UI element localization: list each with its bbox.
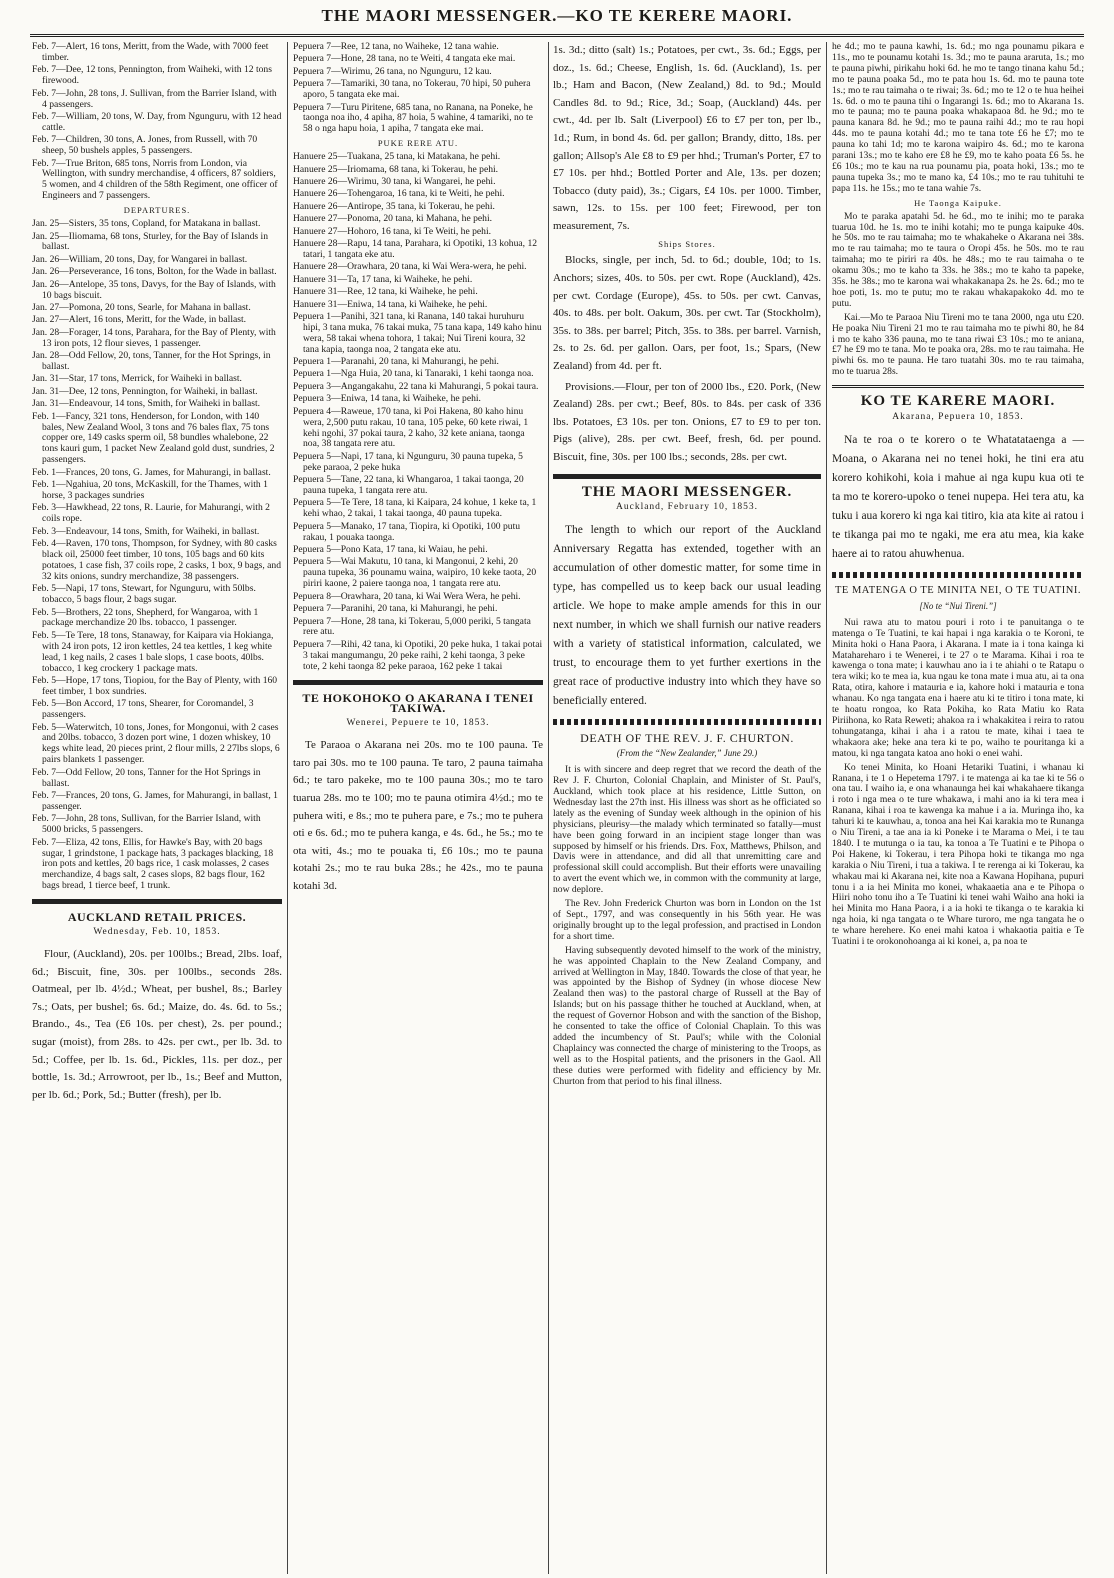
editorial-english: The length to which our report of the Auckland Anniversary Regatta has extended, together with an accumulation of other domestic matter, for some time in type, has compelled us to keep back our usual leading article. We hope to make ample amends for this in our next number, in which we shall furnish our native readers with a variety of statistical information, calculated, we trust, to encourage them to yet further exertions in the great race of productive industry into which they have so beneficially entered. bbox=[553, 524, 821, 708]
shipping-entry: Feb. 7—Odd Fellow, 20 tons, Tanner for the Hot Springs in ballast. bbox=[32, 766, 261, 789]
dateline-maori: Akarana, Pepuera 10, 1853. bbox=[892, 412, 1024, 423]
departures-list-maori bbox=[293, 152, 543, 672]
shipping-entry: Pepuera 8—Orawhara, 20 tana, ki Wai Wera Wera, he pehi. bbox=[293, 590, 521, 602]
shipping-entry: Feb. 5—Napi, 17 tons, Stewart, for Ngunguru, with 50lbs. tobacco, 5 bags flour, 2 bags sugar. bbox=[32, 583, 256, 606]
ship-goods-text-maori: Mo te paraka apatahi 5d. he 6d., mo te inihi; mo te paraka tuarua 10d. he 1s. mo te inihi kotahi; mo te punga kaipuke 40s. he 50s. mo te rau taimaha; mo te whakaheke o Akarana nei 38s. mo te rau taimaha; mo te taura o Oropi 45s. he 50s. mo te rau taimaha; mo te piriri ra 40s. he 48s.; mo te rau taimaha o te okamu 30s.; mo te kaho ta 33s. he 38s.; mo te kaho ta papeke, 35s. he 38s.; mo te karona wai whakakanapa 2s. he 2s. 6d.; mo te hoe poti, 1s. mo te putu; mo te rakau whakapakoko 4d. mo te putu. bbox=[832, 210, 1084, 309]
shipping-entry: Feb. 7—William, 20 tons, W. Day, from Ngunguru, with 12 head cattle. bbox=[32, 110, 282, 133]
shipping-entry: Feb. 3—Hawkhead, 22 tons, R. Laurie, for Mahurangi, with 2 coils rope. bbox=[32, 502, 270, 525]
column-1 bbox=[32, 42, 282, 1574]
departures-heading: DEPARTURES. bbox=[123, 205, 191, 216]
shipping-entry: Hanuere 25—Tuakana, 25 tana, ki Matakana, he pehi. bbox=[293, 151, 501, 163]
retail-prices-date: Wednesday, Feb. 10, 1853. bbox=[93, 927, 221, 938]
obituary-paragraph-maori: Ko tenei Minita, ko Hoani Hetariki Tuatini, i whanau ki Ranana, i te 1 o Hepetema 1797. i te matenga ai ka tae ki te 56 o ona tau. I waiho ia, e ona whanaunga hei kai whakahaere tikanga i roto i nga mea o te ture whakawa, i mahi ano ia ki tera mea i Ranana, kihai i roa te kawenga ka mahue i a ia. Muringa iho, ka tahuri ki te kauwhau, a, tonoa ana hei Kai karakia mo te Runanga o Niu Tireni, a tae ana ia ki Poneke i te Marama o Mei, i te tau 1840. I te mutunga o ia tau, ka tonoa a Te Tuatini e te Pihopa o Poi Hakene, ki Tokerau, i tera Pihopa hoki te tikanga mo nga karakia o Niu Tireni, i tua a takiwa. I te rerenga ai ki Tokerau, ka whakau mai ki Akarana nei, kite noa a Kawana Hopihana, pupuri tonu i a ia hei Minita mo konei, whakaaetia ana e te Pihopa o Hiiri noho tonu iho a Te Tuatini ki tenei wahi Waiho ana hoki ia hei Minita mo Hana Paora, i a ia hoki te tikanga o te karakia ki nga hoia, ki nga tangata o te Whare turoro, me nga tangata he o te whare herehere. Ko enei mahi katoa i whakaotia paitia e Te Tuatini i te orokonohoanga ai ki konei, a, pa noa te bbox=[832, 761, 1084, 948]
shipping-entry: Hanuere 26—Antirope, 35 tana, ki Tokerau, he pehi. bbox=[293, 200, 495, 212]
shipping-entry: Pepuera 7—Hone, 28 tana, ki Tokerau, 5,000 periki, 5 tangata rere atu. bbox=[293, 615, 531, 638]
shipping-entry: Feb. 1—Ngahiua, 20 tons, McKaskill, for the Thames, with 1 horse, 3 packages sundries bbox=[32, 479, 268, 501]
shipping-entry: Feb. 1—Fancy, 321 tons, Henderson, for London, with 140 bales, New Zealand Wool, 3 tons and 76 bales flax, 75 tons copper ore, 149 casks sperm oil, 58 bundles whalebone, 22 tons kauri gum, 1 packet New Zealand gold dust, sundries, 2 passengers. bbox=[32, 410, 275, 466]
column-divider bbox=[548, 42, 549, 1574]
running-title: THE MAORI MESSENGER.—KO TE KERERE MAORI. bbox=[321, 6, 793, 25]
shipping-entry: Jan. 28—Odd Fellow, 20, tons, Tanner, for the Hot Springs, in ballast. bbox=[32, 350, 271, 372]
section-rule bbox=[832, 385, 1084, 388]
shipping-entry: Hanuere 25—Iriomama, 68 tana, ki Tokerau, he pehi. bbox=[293, 163, 499, 175]
obituary-title: DEATH OF THE REV. J. F. CHURTON. bbox=[580, 731, 794, 746]
market-prices-text: 1s. 3d.; ditto (salt) 1s.; Potatoes, per cwt., 3s. 6d.; Eggs, per doz., 1s. 6d.; Cheese, English, 1s. 6d. (Auckland), 1s. per lb.; Ham and Bacon, (New Zealand,) 8d. to 9d.; Mould Candles 8d. to 9d.; Rice, 3d.; Soap, (Auckland) 44s. per cwt., 4d. per lb. Salt (Liverpool) £6 to £7 per ton, per lb., 1d.; Rum, in bond 4s. 6d. per gallon; Brandy, ditto, 18s. per gallon; Allsop's Ale £8 to £9 per hhd.; Truman's Porter, £7 to £7 10s. per hhd.; Bottled Porter and Ale, 13s. per dozen; Tobacco (duty paid), 3s.; Cigars, £4 10s. per 1000. Timber, sawn, 12s. to 15s. per 100 feet; Firewood, per ton measurement, 7s. bbox=[553, 44, 821, 232]
shipping-entry: Hanuere 28—Rapu, 14 tana, Parahara, ki Opotiki, 13 kohua, 12 tatari, 1 tangata eke atu. bbox=[293, 238, 538, 260]
shipping-entry: Jan. 26—William, 20 tons, Day, for Wangarei in ballast. bbox=[32, 253, 248, 265]
column-3 bbox=[553, 42, 821, 1574]
shipping-entry: Feb. 7—True Briton, 685 tons, Norris from London, via Wellington, with sundry merchandise, 4 officers, 87 soldiers, 5 women, and 4 children of the 58th Regiment, one officer of Engineers and 7 passengers. bbox=[32, 157, 278, 202]
obituary-paragraph: The Rev. John Frederick Churton was born in London on the 1st of Sept., 1797, and was consequently in his 56th year. He was originally brought up to the legal profession, and practised in London for a short time. bbox=[553, 898, 821, 942]
obituary-paragraph: Having subsequently devoted himself to the work of the ministry, he was appointed Chaplain to the New Zealand Company, and arrived at Wellington in May, 1840. Towards the close of that year, he was appointed by the Bishop of Sydney (in whose diocese New Zealand then was) to the pastoral charge of Russell at the Bay of Islands; but on his passage thither he touched at Auckland, when, at the request of Governor Hobson and with the sanction of the Bishop, he consented to take the office of Colonial Chaplain. To this was added the incumbency of St. Paul's; while with the Colonial Chaplaincy was connected the charge of ministering to the Troops, as well as to the Hospital patients, and the prisoners in the Gaol. All these duties were performed with fidelity and efficiency by Mr. Churton from that period to his final illness. bbox=[553, 944, 821, 1087]
shipping-entry: Feb. 5—Bon Accord, 17 tons, Shearer, for Coromandel, 3 passengers. bbox=[32, 698, 254, 721]
market-prices-text-maori: he 4d.; mo te pauna kawhi, 1s. 6d.; mo nga pounamu pikara e 11s., mo te pounamu kotahi 1s. 3d.; mo te pauna araruta, 1s.; mo te pauna piwhi, pirikahu hoki 6d. he mo te tango tinana kahu 5d.; mo te pauna poaka 5d., mo te pata hou 1s. 6d. mo te pauna tote 1s.; mo te rau taimaha o te riwai; 3s. 6d.; mo te 12 o te hua heihei 1s. 6d. o mo te pauna tihi o Ingarangi 1s. 6d.; mo to Akarana 1s. mo te pauna; mo te pauna poaka whakapaoa 8d. he 9d.; mo te pauna kanara 8d. he 9d.; mo te pauna raihi 4d.; mo te rau hopi 44s. mo te pauna kotahi 4d.; mo te tana tote £6 he £7; mo te pauna ko tahi 1d; mo te karona waipiro 4s. 6d.; mo te karona parani 13s.; mo te kaho ere £8 he £9, mo te kaho poata £6 5s. he £6 10s.; mo te kau na rua pounamu pia, poata hoki, 13s.; mo te pauna tupeka 3s.; mo te mano ka, £4 10s.; mo te rau tuhituhi te papa 11s. he 15s.; mo te tana wahie 7s. bbox=[832, 42, 1084, 194]
shipping-entry: Pepuera 3—Angangakahu, 22 tana ki Mahurangi, 5 pokai taura. bbox=[293, 380, 539, 392]
shipping-entry: Feb. 7—Frances, 20 tons, G. James, for Mahurangi, in ballast, 1 passenger. bbox=[32, 790, 278, 812]
shipping-entry: Pepuera 5—Napi, 17 tana, ki Ngunguru, 30 pauna tupeka, 5 peke paraoa, 2 peke huka bbox=[293, 450, 523, 473]
shipping-entry: Jan. 28—Forager, 14 tons, Parahara, for the Bay of Plenty, with 13 iron pots, 12 flour sieves, 1 passenger. bbox=[32, 326, 276, 349]
arrivals-list bbox=[32, 42, 282, 202]
shipping-entry: Pepuera 7—Turu Piritene, 685 tana, no Ranana, na Poneke, he taonga noa iho, 4 apiha, 87 hoia, 5 wahine, 4 tamariki, no te 58 o nga hapu hoia, 1 apiha, 7 tangata eke mai. bbox=[293, 101, 533, 135]
section-rule bbox=[32, 899, 282, 904]
obituary-paragraph: It is with sincere and deep regret that we record the death of the Rev J. F. Churton, Colonial Chaplain, and Minister of St. Paul's, Auckland, which took place at his residence, Little Sutton, on Wednesday last the 27th inst. His illness was short as he officiated so lately as the evening of Sunday week although in the opinion of his physicians, pleurisy—the malady which terminated so fatally—must have been going forward in an incipient stage longer than was supposed by himself or his friends. Drs. Fox, Matthews, Philson, and Davis were in attendance, and did all that unremitting care and professional skill could accomplish. But their efforts were unavailing to avert the event which we, in common with the community at large, now deplore. bbox=[553, 764, 821, 896]
provisions-text-maori: Kai.—Mo te Paraoa Niu Tireni mo te tana 2000, nga utu £20. He poaka Niu Tireni 21 mo te rau taimaha mo te piwhi 80, he 84 i mo te kaho 336 pauna, mo te tana riwai £3 10s.; mo te aniana, £7 he £9 mo te tana. Mo te poaka ora, 28s. mo te rau taimaha. He piwhi 6s. mo te pauna. He taro tuatahi 30s. mo te rau taimaha, mo te tuarua 28s. bbox=[832, 311, 1084, 378]
dateline-english: Auckland, February 10, 1853. bbox=[616, 502, 758, 513]
shipping-entry: Pepuera 3—Eniwa, 14 tana, ki Waiheke, he pehi. bbox=[293, 393, 481, 405]
header-rule bbox=[30, 34, 1084, 37]
shipping-entry: Pepuera 7—Wirimu, 26 tana, no Ngunguru, 12 kau. bbox=[293, 65, 492, 77]
prices-text-maori: Te Paraoa o Akarana nei 20s. mo te 100 pauna. Te taro pai 30s. mo te 100 pauna. Te taro, 2 pauna taimaha 6d.; te taro pakeke, mo te 100 pauna 30s.; mo te taro tuarua 28s. mo te 100; mo te pauna otimira 4½d.; mo te puhera witi, e 8s.; mo te puhera pare, e 7s.; mo te puhera oti e 6s. 6d.; mo te puhera kanga, e 4s. 6d., he 5s.; mo te ota witi, 4s.; mo te pouaka ti, £6 10s.; mo te pauna kotahi 2s.; mo te rau buka 28s.; he 42s., mo te pauna kotahi 3d. bbox=[293, 739, 543, 892]
shipping-entry: Pepuera 1—Paranahi, 20 tana, ki Mahurangi, he pehi. bbox=[293, 356, 499, 368]
shipping-entry: Feb. 5—Hope, 17 tons, Tiopiou, for the Bay of Plenty, with 160 feet timber, 1 box sundries. bbox=[32, 674, 278, 697]
shipping-entry: Jan. 27—Pomona, 20 tons, Searle, for Mahana in ballast. bbox=[32, 301, 251, 313]
shipping-entry: Pepuera 1—Nga Huia, 20 tana, ki Tanaraki, 1 kehi taonga noa. bbox=[293, 368, 534, 380]
column-divider bbox=[826, 42, 827, 1574]
shipping-entry: Pepuera 5—Wai Makutu, 10 tana, ki Mangonui, 2 kehi, 20 pauna tupeka, 36 pounamu waina, waipiro, 10 keke taota, 20 piriri kaone, 2 paiere taonga noa, 1 tangata rere atu. bbox=[293, 556, 537, 590]
shipping-entry: Pepuera 4—Raweue, 170 tana, ki Poi Hakena, 80 kaho hinu wera, 2,500 putu rakau, 10 tana, 105 peke, 60 kete riwai, 1 kehi ngohi, 37 pokai taura, 2 kaho, 32 kete aniana, taonga noa, 38 tangata rere atu. bbox=[293, 405, 529, 450]
shipping-entry: Feb. 7—Children, 30 tons, A. Jones, from Russell, with 70 sheep, 50 bushels apples, 5 passengers. bbox=[32, 134, 258, 157]
shipping-entry: Jan. 26—Antelope, 35 tons, Davys, for the Bay of Islands, with 10 bags biscuit. bbox=[32, 278, 276, 301]
departures-heading-maori: PUKE RERE ATU. bbox=[377, 138, 459, 149]
arrivals-list-maori bbox=[293, 42, 543, 135]
shipping-entry: Pepuera 5—Manako, 17 tana, Tiopira, ki Opotiki, 100 putu rakau, 1 pouaka taonga. bbox=[293, 520, 521, 543]
prices-date-maori: Wenerei, Pepuere te 10, 1853. bbox=[346, 718, 490, 729]
shipping-entry: Hanuere 31—Ta, 17 tana, ki Waiheke, he pehi. bbox=[293, 273, 473, 285]
shipping-entry: Jan. 27—Alert, 16 tons, Meritt, for the Wade, in ballast. bbox=[32, 314, 247, 326]
shipping-entry: Hanuere 27—Hohoro, 16 tana, ki Te Weiti, he pehi. bbox=[293, 225, 492, 237]
shipping-entry: Jan. 31—Dee, 12 tons, Pennington, for Waiheki, in ballast. bbox=[32, 385, 258, 397]
column-4 bbox=[832, 42, 1084, 1574]
shipping-entry: Feb. 7—Dee, 12 tons, Pennington, from Waiheki, with 12 tons firewood. bbox=[32, 64, 272, 87]
shipping-entry: Pepuera 7—Paranihi, 20 tana, ki Mahurangi, he pehi. bbox=[293, 603, 498, 615]
shipping-entry: Hanuere 31—Eniwa, 14 tana, ki Waiheke, he pehi. bbox=[293, 298, 488, 310]
shipping-entry: Hanuere 31—Ree, 12 tana, ki Waiheke, he pehi. bbox=[293, 286, 478, 298]
column-2 bbox=[293, 42, 543, 1574]
shipping-entry: Feb. 5—Brothers, 22 tons, Shepherd, for Wangaroa, with 1 package merchandize 20 lbs. tobacco, 1 passenger. bbox=[32, 606, 259, 629]
section-rule bbox=[293, 680, 543, 685]
shipping-entry: Pepuera 7—Ree, 12 tana, no Waiheke, 12 tana wahie. bbox=[293, 42, 499, 52]
shipping-entry: Hanuere 26—Wirimu, 30 tana, ki Wangarei, he pehi. bbox=[293, 175, 496, 187]
departures-list bbox=[32, 219, 282, 892]
shipping-entry: Feb. 7—Eliza, 42 tons, Ellis, for Hawke's Bay, with 20 bags sugar, 1 grindstone, 1 package hats, 3 packages blacking, 18 iron pots and kettles, 20 bags rice, 1 cask molasses, 2 cases merchandize, 4 bags salt, 2 cases slops, 82 bags flour, 162 bags bread, 1 tierce beef, 1 trunk. bbox=[32, 836, 274, 892]
column-divider bbox=[287, 42, 288, 1574]
editorial-maori: Na te roa o te korero o te Whatatataenga a — Moana, o Akarana nei no tenei hoki, he tini era atu korero kohikohi, koia i mahue ai nga kupu kua oti te ta mo te korero-upoko o tenei nupepa. Hei tera atu, ka tuku i aua korero ki nga kai titiro, kia ata kite ai ratou i te tikanga pai mo te ngaki, me era atu mea, kia kake haere ai to ratou ahuwhenua. bbox=[832, 434, 1084, 560]
ships-stores-text: Blocks, single, per inch, 5d. to 6d.; double, 10d; to 1s. Anchors; sizes, 40s. to 50s. per cwt. Rope (Auckland), 42s. per cwt. Cordage (Europe), 45s. to 50s. per cwt. Canvas, 40s. to 48s. per bolt. Oakum, 30s. per cwt. Tar (Stockholm), 35s. to 38s. per barrel; Pitch, 35s. to 38s. per barrel. Varnish, 2s. to 2s. 6d. per gallon. Oars, per foot, 1s.; Spars, (New Zealand) from 4d. per ft. bbox=[553, 254, 821, 372]
shipping-entry: Hanuere 27—Ponoma, 20 tana, ki Mahana, he pehi. bbox=[293, 213, 493, 225]
shipping-entry: Pepuera 7—Rihi, 42 tana, ki Opotiki, 20 peke huka, 1 takai potai 3 takai mangumangu, 20 peke raihi, 2 kehi taonga, 3 peke tote, 2 kehi taonga 82 peke paraoa, 162 peke 1 takai bbox=[293, 638, 543, 672]
obituary-source: (From the “New Zealander,” June 29.) bbox=[616, 748, 758, 759]
shipping-entry: Feb. 7—John, 28 tons, Sullivan, for the Barrier Island, with 5000 bricks, 5 passengers. bbox=[32, 813, 261, 836]
shipping-entry: Hanuere 26—Tohengaroa, 16 tana, ki te Weiti, he pehi. bbox=[293, 188, 505, 200]
shipping-entry: Pepuera 1—Panihi, 321 tana, ki Ranana, 140 takai huruhuru hipi, 3 tana muka, 76 takai muka, 75 tana kapa, 149 kaho hinu wera, 58 takai whena tohora, 1 takai; Nui Tireni koura, 32 tana kapia, taonga noa, 2 tangata eke atu. bbox=[293, 310, 542, 355]
shipping-entry: Feb. 3—Endeavour, 14 tons, Smith, for Waiheki, in ballast. bbox=[32, 525, 260, 537]
retail-prices-title: AUCKLAND RETAIL PRICES. bbox=[67, 910, 247, 925]
shipping-entry: Pepuera 5—Pono Kata, 17 tana, ki Waiau, he pehi. bbox=[293, 544, 488, 556]
ornamental-rule bbox=[832, 572, 1084, 578]
shipping-entry: Jan. 25—Sisters, 35 tons, Copland, for Matakana in ballast. bbox=[32, 218, 261, 230]
provisions-text: Provisions.—Flour, per ton of 2000 lbs., £20. Pork, (New Zealand) 28s. per cwt.; Beef, 80s. to 84s. per cask of 336 lbs. Potatoes, £3 10s. per ton. Onions, £7 to £9 to per ton. Pigs (alive), 28s. per cwt. Beef, fresh, 6d. per pound. Biscuit, fine, 30s. per 100 lbs.; seconds, 28s. per cwt. bbox=[553, 380, 821, 463]
masthead-maori: KO TE KARERE MAORI. bbox=[860, 393, 1056, 410]
ship-goods-heading-maori: He Taonga Kaipuke. bbox=[914, 197, 1002, 208]
ships-stores-heading: Ships Stores. bbox=[658, 238, 716, 249]
retail-prices-text: Flour, (Auckland), 20s. per 100lbs.; Bread, 2lbs. loaf, 6d.; Biscuit, fine, 30s. per 100lbs., seconds 28s. Oatmeal, per lb. 4½d.; Wheat, per bushel, 8s.; Barley 7s.; Oats, per bushel; 6s. 6d.; Maize, do. 4s. 6d. to 5s.; Brando., 4s., Tea (£6 10s. per chest), 2s. per pound.; sugar (moist), from 28s. to 42s. per cwt., per lb. 3d. to 5d.; Coffee, per lb. 1s. 6d., Pickles, 11s. per doz., per bottle, 1s. 3d.; Arrowroot, per lb., 1s.; Beef and Mutton, per lb. 6d.; Pork, 5d.; Butter (fresh), per lb. bbox=[32, 947, 282, 1101]
shipping-entry: Feb. 7—John, 28 tons, J. Sullivan, from the Barrier Island, with 4 passengers. bbox=[32, 87, 277, 110]
page-header bbox=[0, 6, 1114, 30]
shipping-entry: Pepuera 7—Tamariki, 30 tana, no Tokerau, 70 hipi, 50 puhera aporo, 5 tangata eke mai. bbox=[293, 78, 531, 101]
shipping-entry: Jan. 31—Endeavour, 14 tons, Smith, for Waiheki in ballast. bbox=[32, 398, 261, 410]
shipping-entry: Pepuera 5—Tane, 22 tana, ki Whangaroa, 1 takai taonga, 20 pauna tupeka, 1 tangata rere atu. bbox=[293, 474, 524, 497]
prices-title-maori: TE HOKOHOKO O AKARANA I TENEI TAKIWA. bbox=[302, 690, 534, 716]
shipping-entry: Jan. 26—Perseverance, 16 tons, Bolton, for the Wade in ballast. bbox=[32, 266, 277, 278]
obituary-title-maori: TE MATENGA O TE MINITA NEI, O TE TUATINI. bbox=[835, 585, 1081, 596]
masthead-english: THE MAORI MESSENGER. bbox=[581, 483, 793, 500]
shipping-entry: Feb. 5—Waterwitch, 10 tons, Jones, for Mongonui, with 2 cases and 20lbs. tobacco, 3 dozen port wine, 1 dozen whiskey, 10 kegs white lead, 20 pieces print, 2 flour mills, 2 27lbs slops, 6 pairs blankets 1 passenger. bbox=[32, 721, 280, 766]
shipping-entry: Feb. 4—Raven, 170 tons, Thompson, for Sydney, with 80 casks black oil, 25000 feet timber, 10 tons, 105 bags and 60 kits potatoes, 1 case fish, 37 coils rope, 2 casks, 1 box, 9 bags, and 32 kits onions, sundry merchandize, 38 passengers. bbox=[32, 538, 281, 582]
obituary-source-maori: [No te “Nui Tireni.”] bbox=[919, 600, 997, 611]
shipping-entry: Pepuera 7—Hone, 28 tana, no te Weiti, 4 tangata eke mai. bbox=[293, 53, 516, 65]
ornamental-rule bbox=[553, 719, 821, 725]
shipping-entry: Jan. 25—Iliomama, 68 tons, Sturley, for the Bay of Islands in ballast. bbox=[32, 230, 268, 253]
obituary-paragraph-maori: Nui rawa atu to matou pouri i roto i te panuitanga o te matenga o Te Tuatini, te kai hapai i nga karakia o te Koroni, te Minita hoki o Hana Paora, i Akarana. I mate ia i tona kainga ki Matahareharo i te Wenerei, i te 27 o te Marama. Kihai i roa te kawenga o tona mate; i kauwhau ano ia i te ahiahi o te Ratapu o tera wiki; ko te mea ia, kua ngau ke tona mate i mua atu, ai ta ona Rata, otira, kahore i matauria e ia, kahore hoki i matauria e tona whanau. Ko nga tangata ena i haere atu ki te titiro i tona mate, ki te hoatu rongoa, ko Rata Pokiha, ko Rata Matiu ko Rata Piriihona, ko Rata Reweti; ahakoa ra i whakakitea i reira to ratou tohungatanga, kihai i aha i a ratou te mate, kihai i taea te whakaora ake; heke ana tera ki te po, waiho te pouritanga ki a matou, ki nga tangata katoa ano hoki o enei wahi. bbox=[832, 616, 1084, 759]
shipping-entry: Jan. 31—Star, 17 tons, Merrick, for Waiheki in ballast. bbox=[32, 373, 242, 385]
section-rule bbox=[553, 474, 821, 479]
shipping-entry: Feb. 1—Frances, 20 tons, G. James, for Mahurangi, in ballast. bbox=[32, 466, 271, 478]
shipping-entry: Feb. 5—Te Tere, 18 tons, Stanaway, for Kaipara via Hokianga, with 24 iron pots, 12 iron kettles, 24 tea kettles, 1 keg white lead, 1 keg nails, 2 cases 1 bale slops, 1 case boots, 40lbs. tobacco, 1 keg crockery 1 package mats. bbox=[32, 629, 274, 674]
shipping-entry: Pepuera 5—Te Tere, 18 tana, ki Kaipara, 24 kohue, 1 keke ta, 1 kehi whao, 2 takai, 1 takai taonga, 40 pauna tupeka. bbox=[293, 497, 537, 520]
shipping-entry: Hanuere 28—Orawhara, 20 tana, ki Wai Wera-wera, he pehi. bbox=[293, 261, 527, 273]
shipping-entry: Feb. 7—Alert, 16 tons, Meritt, from the Wade, with 7000 feet timber. bbox=[32, 42, 269, 63]
